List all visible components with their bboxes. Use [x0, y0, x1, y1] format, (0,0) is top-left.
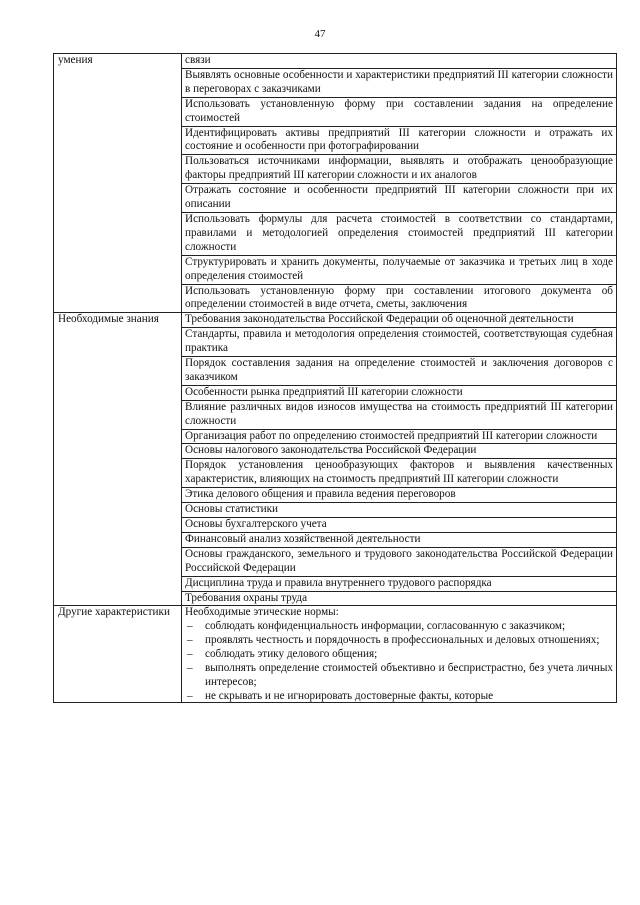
requirement-cell: Порядок составления задания на определение стоимостей и заключения договоров с заказчиком: [182, 357, 617, 386]
row-label-skills: умения: [54, 54, 182, 313]
requirement-cell: связи: [182, 54, 617, 69]
requirement-cell: Этика делового общения и правила ведения переговоров: [182, 488, 617, 503]
requirement-cell: Требования охраны труда: [182, 591, 617, 606]
requirement-cell: Отражать состояние и особенности предприятий III категории сложности при их описании: [182, 184, 617, 213]
list-item: – соблюдать конфиденциальность информации, согласованную с заказчиком;: [185, 620, 613, 634]
requirement-cell: Выявлять основные особенности и характеристики предприятий III категории сложности в переговорах с заказчиками: [182, 68, 617, 97]
requirement-cell: Финансовый анализ хозяйственной деятельности: [182, 532, 617, 547]
requirement-cell: Организация работ по определению стоимостей предприятий III категории сложности: [182, 429, 617, 444]
requirement-cell: Влияние различных видов износов имущества на стоимость предприятий III категории сложности: [182, 400, 617, 429]
requirement-cell: Идентифицировать активы предприятий III категории сложности и отражать их состояние и особенности при фотографировании: [182, 126, 617, 155]
requirement-cell: Использовать установленную форму при составлении итогового документа об определении стоимостей в виде отчета, сметы, заключения: [182, 284, 617, 313]
requirement-cell: Особенности рынка предприятий III категории сложности: [182, 385, 617, 400]
ethics-cell: [182, 606, 617, 702]
requirement-cell: Стандарты, правила и методология определения стоимостей, соответствующая судебная практика: [182, 328, 617, 357]
requirement-cell: Структурировать и хранить документы, получаемые от заказчика и третьих лиц в ходе определения стоимостей: [182, 255, 617, 284]
table-row: [54, 606, 617, 702]
requirement-cell: Основы статистики: [182, 503, 617, 518]
list-item: – соблюдать этику делового общения;: [185, 648, 613, 662]
requirement-cell: Требования законодательства Российской Федерации об оценочной деятельности: [182, 313, 617, 328]
requirement-cell: Использовать формулы для расчета стоимостей в соответствии со стандартами, правилами и методологией определения стоимостей предприятий III категории сложности: [182, 212, 617, 255]
list-item: – выполнять определение стоимостей объективно и беспристрастно, без учета личных интересов;: [185, 662, 613, 690]
requirement-cell: Основы налогового законодательства Российской Федерации: [182, 444, 617, 459]
ethics-list: [185, 620, 613, 702]
requirement-cell: Основы бухгалтерского учета: [182, 518, 617, 533]
requirement-cell: Дисциплина труда и правила внутреннего трудового распорядка: [182, 576, 617, 591]
table-row: [54, 54, 617, 69]
table-row: [54, 313, 617, 328]
list-item: – не скрывать и не игнорировать достоверные факты, которые: [185, 690, 613, 702]
list-item: – проявлять честность и порядочность в профессиональных и деловых отношениях;: [185, 634, 613, 648]
requirement-cell: Пользоваться источниками информации, выявлять и отображать ценообразующие факторы предприятий III категории сложности и их аналогов: [182, 155, 617, 184]
requirements-table: [53, 53, 617, 703]
page-number: 47: [314, 28, 326, 40]
ethics-intro: Необходимые этические нормы:: [185, 606, 339, 619]
requirement-cell: Использовать установленную форму при составлении задания на определение стоимостей: [182, 97, 617, 126]
row-label-other: Другие характеристики: [54, 606, 182, 702]
requirement-cell: Основы гражданского, земельного и трудового законодательства Российской Федерации Российской Федерации: [182, 547, 617, 576]
requirement-cell: Порядок установления ценообразующих факторов и выявления качественных характеристик, влияющих на стоимость предприятий III категории сложности: [182, 459, 617, 488]
row-label-knowledge: Необходимые знания: [54, 313, 182, 606]
